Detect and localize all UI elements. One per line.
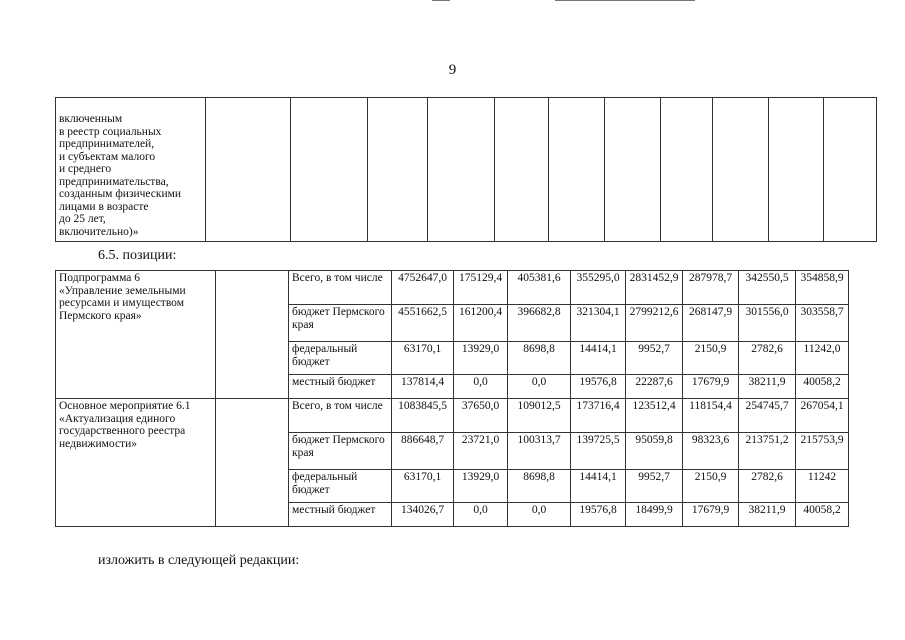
value-cell: 23721,0 bbox=[454, 433, 508, 470]
table-row bbox=[56, 399, 849, 433]
value-cell: 11242,0 bbox=[796, 342, 849, 375]
value-cell: 268147,9 bbox=[683, 305, 739, 342]
value-cell: 9952,7 bbox=[626, 342, 683, 375]
value-cell: 301556,0 bbox=[739, 305, 796, 342]
value-cell: 9952,7 bbox=[626, 470, 683, 503]
value-cell: 0,0 bbox=[454, 503, 508, 527]
value-cell: 254745,7 bbox=[739, 399, 796, 433]
empty-cell bbox=[216, 271, 289, 399]
group-title: Подпрограмма 6 «Управление земельными ресурсами и имуществом Пермского края» bbox=[56, 271, 216, 399]
value-cell: 215753,9 bbox=[796, 433, 849, 470]
value-cell: 14414,1 bbox=[571, 470, 626, 503]
value-cell: 0,0 bbox=[508, 375, 571, 399]
value-cell: 38211,9 bbox=[739, 503, 796, 527]
value-cell: 2150,9 bbox=[683, 342, 739, 375]
value-cell: 321304,1 bbox=[571, 305, 626, 342]
value-cell: 134026,7 bbox=[392, 503, 454, 527]
value-cell: 19576,8 bbox=[571, 375, 626, 399]
value-cell: 13929,0 bbox=[454, 470, 508, 503]
footer-text: изложить в следующей редакции: bbox=[98, 553, 300, 568]
value-cell: 19576,8 bbox=[571, 503, 626, 527]
value-cell: 38211,9 bbox=[739, 375, 796, 399]
value-cell: 4551662,5 bbox=[392, 305, 454, 342]
value-cell: 0,0 bbox=[454, 375, 508, 399]
value-cell: 8698,8 bbox=[508, 342, 571, 375]
value-cell: 14414,1 bbox=[571, 342, 626, 375]
value-cell: 63170,1 bbox=[392, 342, 454, 375]
value-cell: 13929,0 bbox=[454, 342, 508, 375]
value-cell: 95059,8 bbox=[626, 433, 683, 470]
value-cell: 40058,2 bbox=[796, 375, 849, 399]
value-cell: 267054,1 bbox=[796, 399, 849, 433]
value-cell: 2782,6 bbox=[739, 470, 796, 503]
continued-table bbox=[55, 97, 877, 242]
funding-source-label: федеральный бюджет bbox=[289, 470, 392, 503]
value-cell: 287978,7 bbox=[683, 271, 739, 305]
budget-table bbox=[55, 270, 849, 527]
value-cell: 354858,9 bbox=[796, 271, 849, 305]
value-cell: 303558,7 bbox=[796, 305, 849, 342]
value-cell: 118154,4 bbox=[683, 399, 739, 433]
value-cell: 63170,1 bbox=[392, 470, 454, 503]
top-edge-mark bbox=[432, 0, 450, 1]
funding-source-label: бюджет Пермского края bbox=[289, 433, 392, 470]
value-cell: 2150,9 bbox=[683, 470, 739, 503]
empty-cell bbox=[216, 399, 289, 527]
value-cell: 109012,5 bbox=[508, 399, 571, 433]
value-cell: 18499,9 bbox=[626, 503, 683, 527]
value-cell: 100313,7 bbox=[508, 433, 571, 470]
value-cell: 2799212,6 bbox=[626, 305, 683, 342]
funding-source-label: местный бюджет bbox=[289, 503, 392, 527]
value-cell: 161200,4 bbox=[454, 305, 508, 342]
value-cell: 11242 bbox=[796, 470, 849, 503]
value-cell: 405381,6 bbox=[508, 271, 571, 305]
top-edge-mark bbox=[555, 0, 695, 1]
value-cell: 98323,6 bbox=[683, 433, 739, 470]
value-cell: 2782,6 bbox=[739, 342, 796, 375]
funding-source-label: Всего, в том числе bbox=[289, 399, 392, 433]
table-row bbox=[56, 271, 849, 305]
value-cell: 175129,4 bbox=[454, 271, 508, 305]
funding-source-label: Всего, в том числе bbox=[289, 271, 392, 305]
value-cell: 396682,8 bbox=[508, 305, 571, 342]
value-cell: 40058,2 bbox=[796, 503, 849, 527]
funding-source-label: местный бюджет bbox=[289, 375, 392, 399]
section-heading: 6.5. позиции: bbox=[98, 248, 177, 263]
value-cell: 342550,5 bbox=[739, 271, 796, 305]
value-cell: 17679,9 bbox=[683, 375, 739, 399]
value-cell: 1083845,5 bbox=[392, 399, 454, 433]
page-number: 9 bbox=[448, 62, 457, 78]
value-cell: 22287,6 bbox=[626, 375, 683, 399]
value-cell: 173716,4 bbox=[571, 399, 626, 433]
value-cell: 8698,8 bbox=[508, 470, 571, 503]
value-cell: 37650,0 bbox=[454, 399, 508, 433]
value-cell: 139725,5 bbox=[571, 433, 626, 470]
value-cell: 2831452,9 bbox=[626, 271, 683, 305]
funding-source-label: федеральный бюджет bbox=[289, 342, 392, 375]
value-cell: 213751,2 bbox=[739, 433, 796, 470]
value-cell: 17679,9 bbox=[683, 503, 739, 527]
value-cell: 0,0 bbox=[508, 503, 571, 527]
value-cell: 123512,4 bbox=[626, 399, 683, 433]
continued-cell-text: включенным в реестр социальных предпринимателей, и субъектам малого и среднего предпринимательства, созданным физическими лицами в возрасте до 25 лет, включительно)» bbox=[56, 98, 206, 242]
value-cell: 355295,0 bbox=[571, 271, 626, 305]
value-cell: 4752647,0 bbox=[392, 271, 454, 305]
funding-source-label: бюджет Пермского края bbox=[289, 305, 392, 342]
value-cell: 886648,7 bbox=[392, 433, 454, 470]
group-title: Основное мероприятие 6.1 «Актуализация единого государственного реестра недвижимости» bbox=[56, 399, 216, 527]
value-cell: 137814,4 bbox=[392, 375, 454, 399]
